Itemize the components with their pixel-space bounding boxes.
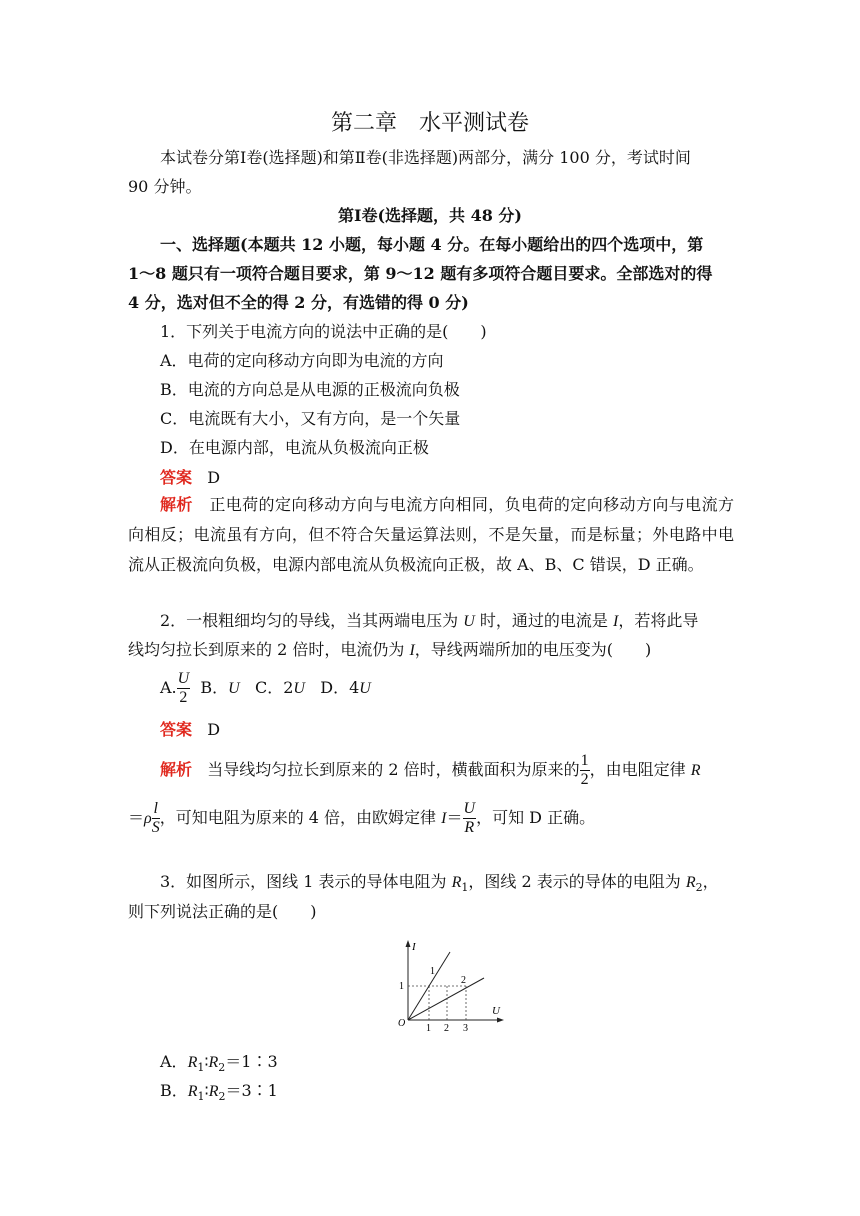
q1-option-a: A．电荷的定向移动方向即为电流的方向 [160,351,444,370]
x-tick-label: 3 [463,1023,468,1032]
origin-label: O [398,1018,406,1029]
fraction-denominator: R [464,819,475,836]
ratio-value: ＝1∶3 [225,1052,278,1071]
q2-option-b-label: B． [200,678,229,697]
symbol-R: R [690,762,701,779]
q1-option-b: B．电流的方向总是从电源的正极流向负极 [160,380,460,399]
fraction-denominator: S [151,819,160,836]
iu-graph [392,936,512,1032]
fraction-numerator: l [153,800,158,817]
q2-options [160,668,371,709]
q3-option-b [160,1079,278,1109]
symbol-U: U [359,680,371,697]
y-axis-arrow [406,940,411,947]
subscript: 1 [197,1090,205,1104]
ratio-colon: ∶ [204,1052,209,1071]
line-1-label: 1 [430,966,435,977]
analysis-text: ，可知电阻为原来的 4 倍，由欧姆定律 [159,808,442,827]
symbol-R: R [451,874,462,891]
symbol-R: R [187,1083,198,1100]
answer-label: 答案 [160,720,193,739]
symbol-U: U [463,613,475,630]
analysis-text: ，由电阻定律 [589,760,691,779]
q1-stem: 1．下列关于电流方向的说法中正确的是( ) [160,322,487,341]
ratio-value: ＝3∶1 [225,1081,278,1100]
q3-text-b: ，图线 2 表示的导体的电阻为 [468,872,686,891]
q2-text-c: ，若将此导 [618,611,699,630]
q2-option-c-label: C．2 [254,678,294,697]
q3-option-b-label: B． [160,1081,188,1100]
part-header-line-1: 一、选择题(本题共 12 小题，每小题 4 分。在每小题给出的四个选项中，第 [160,235,704,254]
q2-text-d: 线均匀拉长到原来的 2 倍时，电流仍为 [128,640,410,659]
q3-text-c: ， [702,872,719,891]
graph-line-2 [408,978,484,1020]
fraction-l-over-s [152,800,160,837]
q1-option-d: D．在电源内部，电流从负极流向正极 [160,438,429,457]
part-header-line-2: 1～8 题只有一项符合题目要求，第 9～12 题有多项符合题目要求。全部选对的得 [128,264,713,283]
subscript: 1 [461,881,469,895]
q1-analysis [128,490,734,580]
fraction-u-over-r [463,800,477,837]
q2-option-d-label: D．4 [320,678,360,697]
equals-sign: ＝ [446,808,463,827]
symbol-rho: ρ [144,810,152,827]
q2-analysis-line-1 [160,750,701,791]
q2-option-a-label: A. [160,678,177,697]
q2-analysis-line-2 [128,796,595,841]
symbol-R: R [208,1054,219,1071]
symbol-R: R [685,874,696,891]
analysis-text: ，可知 D 正确。 [476,808,596,827]
y-axis-label: I [412,941,416,953]
q1-option-c: C．电流既有大小，又有方向，是一个矢量 [160,409,461,428]
symbol-R: R [187,1054,198,1071]
part-header-line-3: 4 分，选对但不全的得 2 分，有选错的得 0 分) [128,293,469,312]
answer-value: D [207,720,221,739]
section-heading: 第Ⅰ卷(选择题，共 48 分) [337,206,523,225]
x-axis-label: U [492,1005,500,1017]
answer-label: 答案 [160,468,193,487]
fraction-denominator: 2 [179,689,188,706]
x-tick-label: 2 [444,1023,449,1032]
fraction-numerator: 1 [580,752,589,769]
equals-sign: ＝ [128,808,145,827]
y-tick-label: 1 [399,981,404,992]
analysis-label: 解析 [160,760,193,779]
analysis-label: 解析 [160,495,193,514]
q2-text-e: ，导线两端所加的电压变为( ) [414,640,652,659]
fraction-numerator: U [177,670,190,687]
analysis-text: 当导线均匀拉长到原来的 2 倍时，横截面积为原来的 [207,760,580,779]
analysis-text: 正电荷的定向移动方向与电流方向相同，负电荷的定向移动方向与电流方向相反；电流虽有方向，但不符合矢量运算法则，不是矢量，而是标量；外电路中电流从正极流向负极，电源内部电流从负极流向正极，故 A、B、C 错误，D 正确。 [128,495,734,574]
ratio-colon: ∶ [204,1081,209,1100]
symbol-I: I [409,642,415,659]
q2-answer [160,718,220,742]
subscript: 2 [218,1090,226,1104]
symbol-R: R [208,1083,219,1100]
intro-line-1: 本试卷分第Ⅰ卷(选择题)和第Ⅱ卷(非选择题)两部分，满分 100 分，考试时间 [160,148,691,167]
q3-text-a: 3．如图所示，图线 1 表示的导体电阻为 [160,872,452,891]
q1-answer [160,466,220,490]
page-title: 第二章 水平测试卷 [330,111,529,136]
symbol-I: I [441,810,447,827]
q3-stem-line-1 [160,870,719,900]
symbol-U: U [228,680,240,697]
symbol-I: I [613,613,619,630]
line-2-label: 2 [461,975,466,986]
fraction-denominator: 2 [580,771,589,788]
q2-text-b: 时，通过的电流是 [474,611,614,630]
x-axis-arrow [497,1018,504,1023]
symbol-U: U [293,680,305,697]
q2-stem-line-2 [128,638,651,663]
fraction-half [580,752,590,789]
intro-line-2: 90 分钟。 [128,177,202,196]
subscript: 1 [197,1061,205,1075]
q3-stem-line-2: 则下列说法正确的是( ) [128,902,317,921]
x-tick-label: 1 [426,1023,431,1032]
q2-text-a: 2．一根粗细均匀的导线，当其两端电压为 [160,611,464,630]
subscript: 2 [218,1061,226,1075]
q3-option-a-label: A． [160,1052,188,1071]
q2-stem-line-1 [160,609,698,634]
subscript: 2 [695,881,703,895]
answer-value: D [207,468,221,487]
q3-option-a [160,1050,278,1080]
fraction-u-over-2 [177,670,191,707]
fraction-numerator: U [463,800,476,817]
